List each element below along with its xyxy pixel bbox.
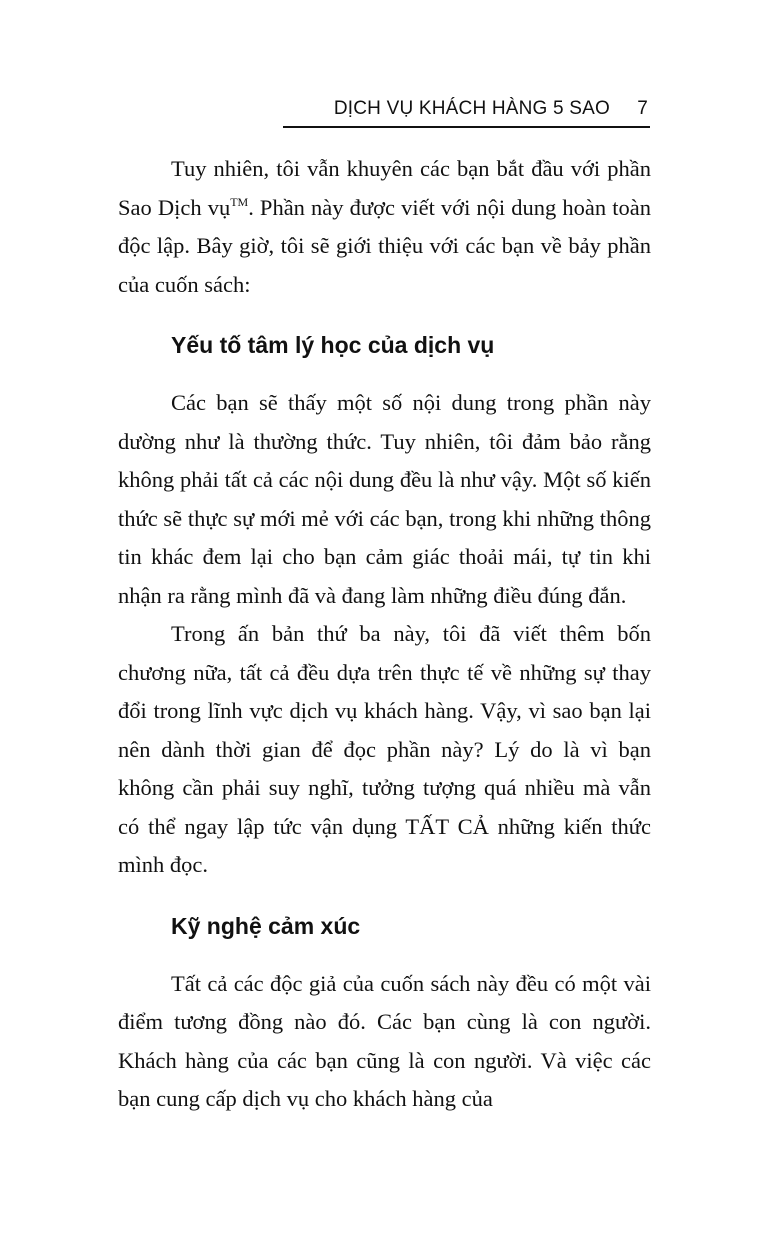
- paragraph-emotional-engineering: Tất cả các độc giả của cuốn sách này đều có một vài điểm tương đồng nào đó. Các bạn cùng là con người. Khách hàng của các bạn cũng là con người. Và việc các bạn cung cấp dịch vụ cho khách hàng của: [118, 970, 651, 1111]
- paragraph-intro-start: Tuy nhiên, tôi vẫn khuyên các bạn bắt đầu với phần Sao Dịch vụ: [118, 156, 651, 220]
- running-header: [283, 96, 650, 128]
- page-number: 7: [637, 98, 648, 119]
- trademark-symbol: TM: [230, 194, 249, 209]
- paragraph-intro: [118, 150, 651, 304]
- body-text: [118, 150, 651, 1119]
- running-title: DỊCH VỤ KHÁCH HÀNG 5 SAO: [333, 98, 610, 119]
- paragraph-psychology-2: Trong ấn bản thứ ba này, tôi đã viết thêm bốn chương nữa, tất cả đều dựa trên thực tế về những sự thay đổi trong lĩnh vực dịch vụ khách hàng. Vậy, vì sao bạn lại nên dành thời gian để đọc phần này? Lý do là vì bạn không cần phải suy nghĩ, tưởng tượng quá nhiều mà vẫn có thể ngay lập tức vận dụng TẤT CẢ những kiến thức mình đọc.: [118, 621, 651, 877]
- paragraph-psychology-1: Các bạn sẽ thấy một số nội dung trong phần này dường như là thường thức. Tuy nhiên, tôi đảm bảo rằng không phải tất cả các nội dung đều là như vậy. Một số kiến thức sẽ thực sự mới mẻ với các bạn, trong khi những thông tin khác đem lại cho bạn cảm giác thoải mái, tự tin khi nhận ra rằng mình đã và đang làm những điều đúng đắn.: [118, 390, 651, 608]
- section-heading-psychology: Yếu tố tâm lý học của dịch vụ: [171, 332, 495, 358]
- paragraph-intro-end: . Phần này được viết với nội dung hoàn toàn độc lập. Bây giờ, tôi sẽ giới thiệu với các bạn về bảy phần của cuốn sách:: [118, 194, 651, 297]
- section-heading-emotional-engineering: Kỹ nghệ cảm xúc: [171, 912, 361, 939]
